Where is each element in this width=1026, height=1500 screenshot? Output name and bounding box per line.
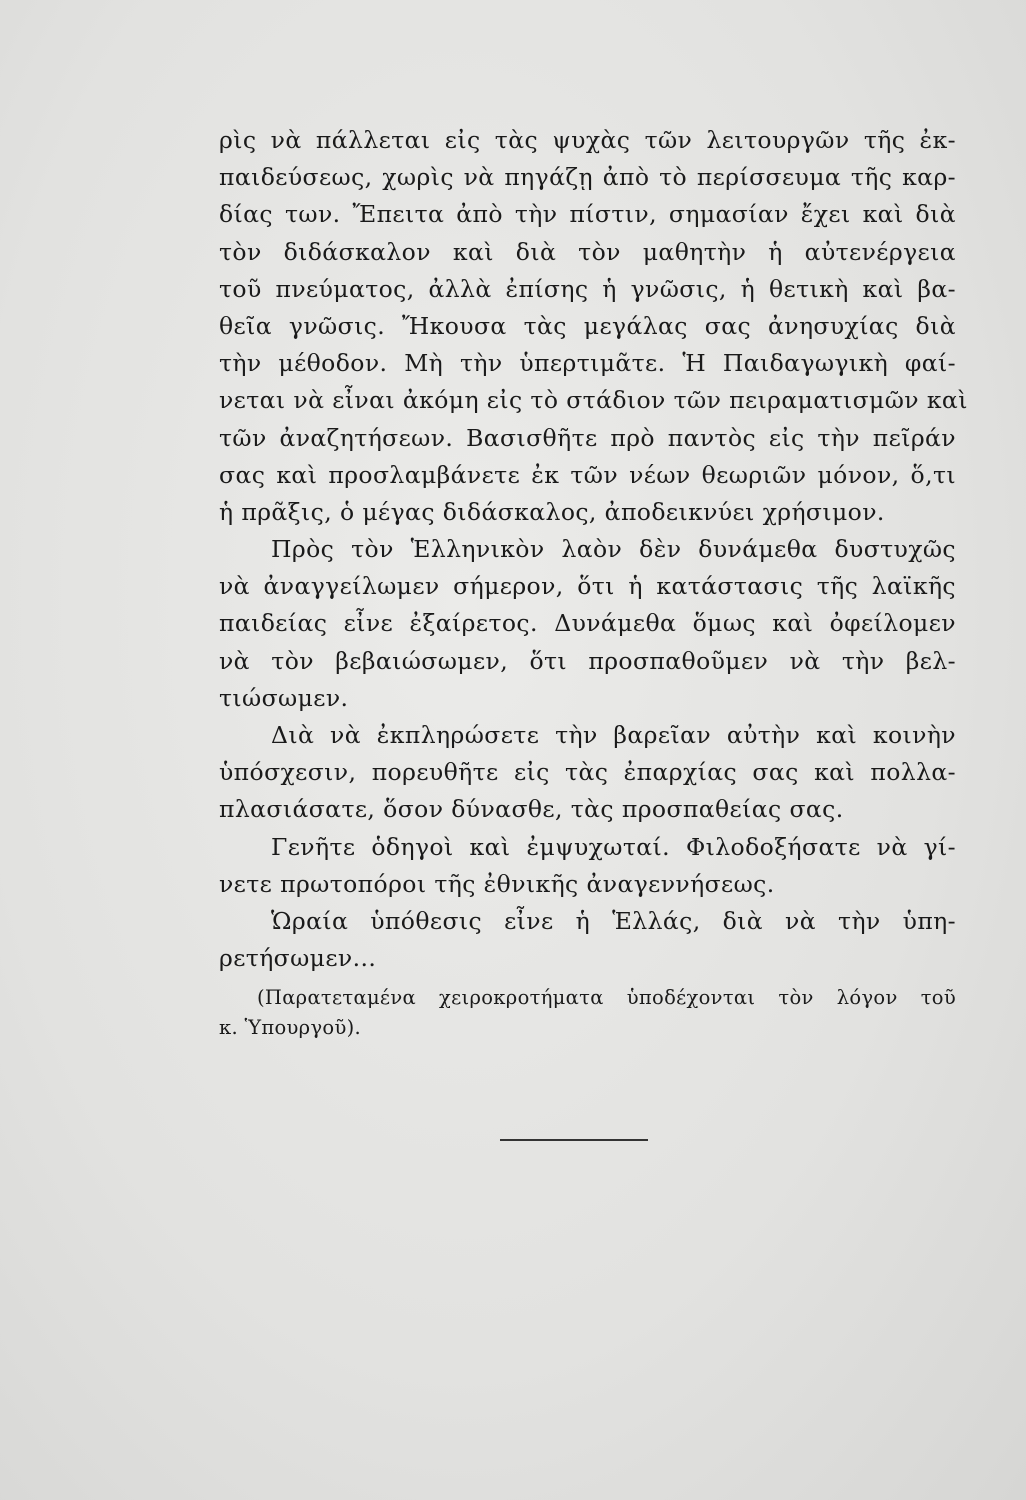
text-line: τῶν ἀναζητήσεων. Βασισθῆτε πρὸ παντὸς εἰς τὴν πεῖράν (219, 423, 956, 452)
end-rule (500, 1139, 648, 1141)
text-line: τιώσωμεν. (219, 683, 349, 712)
text-line: νὰ ἀναγγείλωμεν σήμερον, ὅτι ἡ κατάστασις τῆς λαϊκῆς (219, 572, 956, 601)
applause-note (219, 983, 956, 1043)
text-line: ρὶς νὰ πάλλεται εἰς τὰς ψυχὰς τῶν λειτουργῶν τῆς ἐκ- (219, 126, 956, 154)
paragraph-5 (219, 903, 956, 977)
text-line: τὴν μέθοδον. Μὴ τὴν ὑπερτιμᾶτε. Ἡ Παιδαγωγικὴ φαί- (219, 349, 956, 378)
text-line: πλασιάσατε, ὅσον δύνασθε, τὰς προσπαθείας σας. (219, 795, 844, 824)
text-line: παιδείας εἶνε ἐξαίρετος. Δυνάμεθα ὅμως καὶ ὀφείλομεν (219, 609, 956, 638)
text-line: τὸν διδάσκαλον καὶ διὰ τὸν μαθητὴν ἡ αὐτενέργεια (219, 237, 956, 266)
text-line: Ὡραία ὑπόθεσις εἶνε ἡ Ἑλλάς, διὰ νὰ τὴν ὑπη- (271, 906, 956, 935)
text-line: νεται νὰ εἶναι ἀκόμη εἰς τὸ στάδιον τῶν πειραματισμῶν καὶ (219, 386, 968, 415)
paragraph-4 (219, 829, 956, 903)
text-line: ρετήσωμεν... (219, 944, 377, 973)
text-line: νετε πρωτοπόροι τῆς ἐθνικῆς ἀναγεννήσεως. (219, 869, 775, 898)
text-line: θεῖα γνῶσις. Ἤκουσα τὰς μεγάλας σας ἀνησυχίας διὰ (219, 311, 956, 340)
text-line: σας καὶ προσλαμβάνετε ἐκ τῶν νέων θεωριῶν μόνον, ὅ,τι (219, 460, 956, 489)
paragraph-1 (219, 122, 968, 531)
text-line: Πρὸς τὸν Ἑλληνικὸν λαὸν δὲν δυνάμεθα δυστυχῶς (271, 535, 956, 564)
paragraph-3 (219, 717, 956, 829)
paragraph-2 (219, 531, 956, 717)
note-line: (Παρατεταμένα χειροκροτήματα ὑποδέχονται τὸν λόγον τοῦ (257, 986, 956, 1010)
text-line: παιδεύσεως, χωρὶς νὰ πηγάζῃ ἀπὸ τὸ περίσσευμα τῆς καρ- (219, 163, 956, 192)
text-line: τοῦ πνεύματος, ἀλλὰ ἐπίσης ἡ γνῶσις, ἡ θετικὴ καὶ βα- (219, 274, 956, 303)
text-line: ὑπόσχεσιν, πορευθῆτε εἰς τὰς ἐπαρχίας σας καὶ πολλα- (219, 758, 956, 787)
text-line: Γενῆτε ὁδηγοὶ καὶ ἐμψυχωταί. Φιλοδοξήσατε νὰ γί- (271, 832, 956, 861)
text-line: ἡ πρᾶξις, ὁ μέγας διδάσκαλος, ἀποδεικνύει χρήσιμον. (219, 497, 885, 526)
text-line: νὰ τὸν βεβαιώσωμεν, ὅτι προσπαθοῦμεν νὰ τὴν βελ- (219, 646, 956, 675)
body-text (219, 122, 968, 1043)
note-line: κ. Ὑπουργοῦ). (219, 1016, 361, 1040)
text-line: δίας των. Ἔπειτα ἀπὸ τὴν πίστιν, σημασίαν ἔχει καὶ διὰ (219, 200, 956, 229)
text-line: Διὰ νὰ ἐκπληρώσετε τὴν βαρεῖαν αὐτὴν καὶ κοινὴν (271, 721, 956, 749)
